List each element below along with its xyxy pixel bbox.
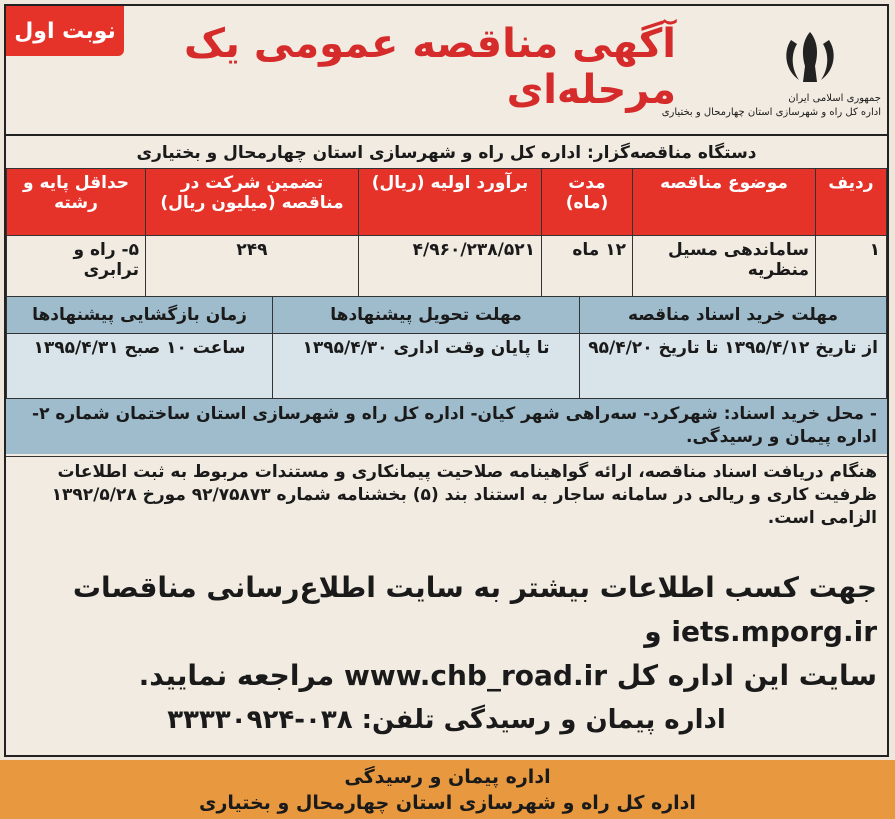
col-purchase-deadline: مهلت خرید اسناد مناقصه <box>580 297 887 334</box>
cell-opening-time: ساعت ۱۰ صبح ۱۳۹۵/۴/۳۱ <box>7 334 273 399</box>
info-line-1: جهت کسب اطلاعات بیشتر به سایت اطلاع‌رسانی مناقصات iets.mporg.ir و <box>72 571 877 648</box>
col-guarantee: تضمین شرکت در مناقصه (میلیون ریال) <box>146 169 359 236</box>
iran-emblem-icon <box>773 26 847 88</box>
emblem-caption <box>661 92 881 120</box>
cell-submit-deadline: تا پایان وقت اداری ۱۳۹۵/۴/۳۰ <box>273 334 580 399</box>
phone-line: اداره پیمان و رسیدگی تلفن: ۰۳۸-۳۳۳۳۰۹۲۴ <box>167 705 726 735</box>
schedule-table <box>6 296 887 399</box>
banner-line-2: اداره کل راه و شهرسازی استان چهارمحال و بختیاری <box>199 792 696 814</box>
col-subject: موضوع مناقصه <box>633 169 816 236</box>
info-line-2: سایت این اداره کل www.chb_road.ir مراجعه نمایید. <box>138 659 877 692</box>
cell-grade: ۵- راه و ترابری <box>7 236 146 307</box>
col-estimate: برآورد اولیه (ریال) <box>359 169 542 236</box>
organizer-line: دستگاه مناقصه‌گزار: اداره کل راه و شهرسازی استان چهارمحال و بختیاری <box>6 134 887 170</box>
emblem-caption-line2: اداره کل راه و شهرسازی استان چهارمحال و بختیاری <box>661 107 881 118</box>
col-submit-deadline: مهلت تحویل پیشنهادها <box>273 297 580 334</box>
purchase-place-note: - محل خرید اسناد: شهرکرد- سه‌راهی شهر کیان- اداره کل راه و شهرسازی استان ساختمان شماره ۲- اداره پیمان و رسیدگی. <box>6 398 887 454</box>
cell-estimate: ۴/۹۶۰/۲۳۸/۵۲۱ <box>359 236 542 307</box>
cell-duration: ۱۲ ماه <box>542 236 633 307</box>
round-badge: نوبت اول <box>6 6 124 56</box>
cell-guarantee: ۲۴۹ <box>146 236 359 307</box>
banner-line-1: اداره پیمان و رسیدگی <box>344 766 551 788</box>
col-opening-time: زمان بازگشایی پیشنهادها <box>7 297 273 334</box>
contact-info <box>6 566 887 742</box>
schedule-header <box>7 297 887 334</box>
tender-table-header <box>7 169 887 236</box>
tender-table <box>6 168 887 307</box>
cell-subject: ساماندهی مسیل منظریه <box>633 236 816 307</box>
ad-title: آگهی مناقصه عمومی یک مرحله‌ای <box>183 21 676 113</box>
table-row <box>7 334 887 399</box>
requirements-note: هنگام دریافت اسناد مناقصه، ارائه گواهینامه صلاحیت پیمانکاری و مستندات مربوط به ثبت اطلاعات ظرفیت کاری و ریالی در سامانه ساجار به استناد بند (۵) بخشنامه شماره ۹۲/۷۵۸۷۳ مورخ ۱۳۹۲/۵/۲۸ الزامی است. <box>6 456 887 556</box>
ad-header <box>6 6 887 134</box>
ad-frame <box>4 4 889 757</box>
cell-row: ۱ <box>816 236 887 307</box>
cell-purchase-deadline: از تاریخ ۱۳۹۵/۴/۱۲ تا تاریخ ۹۵/۴/۲۰ <box>580 334 887 399</box>
bottom-banner <box>0 760 895 819</box>
col-grade: حداقل پایه و رشته <box>7 169 146 236</box>
col-duration: مدت (ماه) <box>542 169 633 236</box>
col-row: ردیف <box>816 169 887 236</box>
emblem-caption-line1: جمهوری اسلامی ایران <box>788 93 881 104</box>
